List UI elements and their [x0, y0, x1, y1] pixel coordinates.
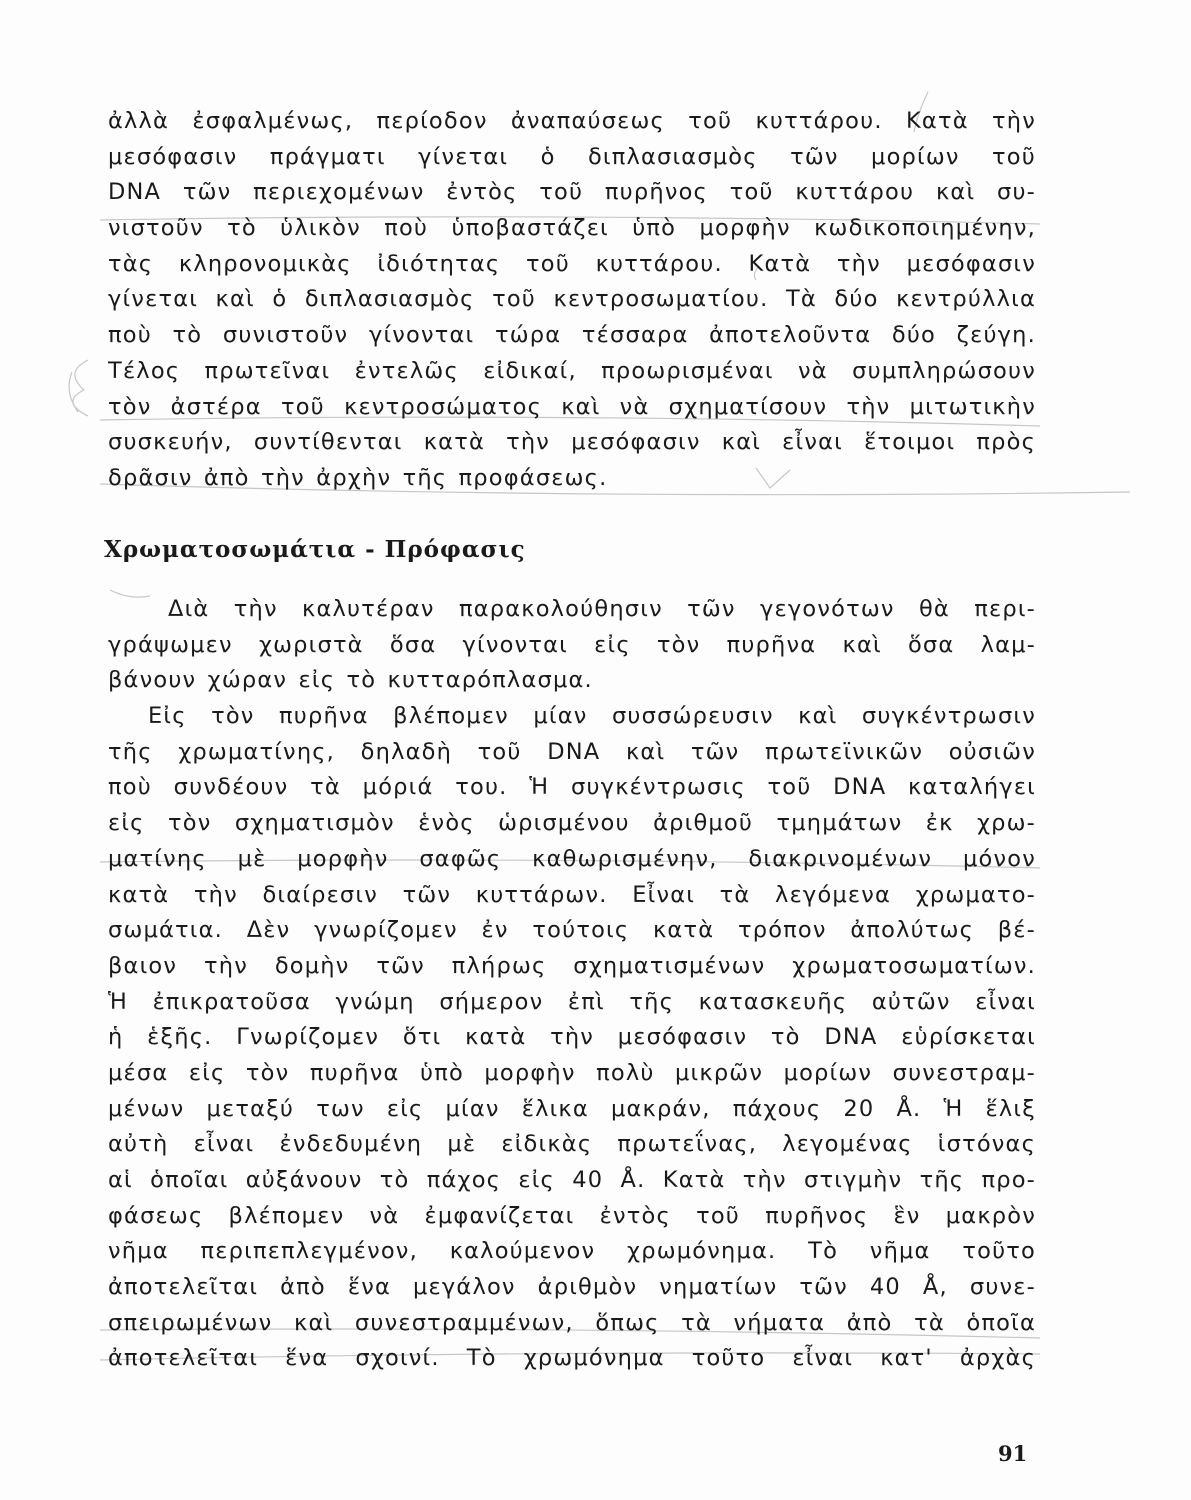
text-line: σωμάτια. Δὲν γνωρίζομεν ἐν τούτοις κατὰ τρόπον ἀπολύτως βέ- [108, 917, 1036, 944]
text-line: Διὰ τὴν καλυτέραν παρακολούθησιν τῶν γεγονότων θὰ περι- [168, 596, 1036, 622]
paragraph-1 [108, 104, 1036, 497]
text-line: μένων μεταξύ των εἰς μίαν ἕλικα μακράν, πάχους 20 Å. Ἡ ἕλιξ [108, 1095, 1036, 1122]
text-line: γράψωμεν χωριστὰ ὅσα γίνονται εἰς τὸν πυρῆνα καὶ ὅσα λαμ- [108, 631, 1036, 658]
text-line: εἰς τὸν σχηματισμὸν ἑνὸς ὡρισμένου ἀριθμοῦ τμημάτων ἐκ χρω- [108, 810, 1036, 837]
text-line: ποὺ συνδέουν τὰ μόριά του. Ἡ συγκέντρωσις τοῦ DNA καταλήγει [108, 774, 1036, 801]
text-line: βαιον τὴν δομὴν τῶν πλήρως σχηματισμένων χρωματοσωματίων. [108, 952, 1036, 979]
text-line: μεσόφασιν πράγματι γίνεται ὁ διπλασιασμὸς τῶν μορίων τοῦ [108, 143, 1036, 170]
text-line: μέσα εἰς τὸν πυρῆνα ὑπὸ μορφὴν πολὺ μικρῶν μορίων συνεστραμ- [108, 1059, 1036, 1086]
text-line: συσκευήν, συντίθενται κατὰ τὴν μεσόφασιν καὶ εἶναι ἕτοιμοι πρὸς [108, 429, 1036, 456]
paragraph-2 [108, 592, 1036, 1377]
text-line: νῆμα περιπεπλεγμένον, καλούμενον χρωμόνημα. Τὸ νῆμα τοῦτο [108, 1238, 1036, 1265]
text-line: νιστοῦν τὸ ὑλικὸν ποὺ ὑποβαστάζει ὑπὸ μορφὴν κωδικοποιημένην, [108, 215, 1036, 242]
text-line: βάνουν χώραν εἰς τὸ κυτταρόπλασμα. [108, 667, 593, 694]
text-line: ἀλλὰ ἐσφαλμένως, περίοδον ἀναπαύσεως τοῦ κυττάρου. Κατὰ τὴν [108, 108, 1036, 134]
text-line: Ἡ ἐπικρατοῦσα γνώμη σήμερον ἐπὶ τῆς κατασκευῆς αὐτῶν εἶναι [108, 988, 1036, 1015]
text-line: ματίνης μὲ μορφὴν σαφῶς καθωρισμένην, διακρινομένων μόνον [108, 845, 1036, 872]
text-line: Εἰς τὸν πυρῆνα βλέπομεν μίαν συσσώρευσιν καὶ συγκέντρωσιν [148, 703, 1036, 730]
text-line: ἡ ἑξῆς. Γνωρίζομεν ὅτι κατὰ τὴν μεσόφασιν τὸ DNA εὑρίσκεται [108, 1024, 1036, 1051]
text-line: κατὰ τὴν διαίρεσιν τῶν κυττάρων. Εἶναι τὰ λεγόμενα χρωματο- [108, 881, 1036, 908]
section-heading: Χρωματοσωμάτια - Πρόφασις [104, 536, 526, 563]
text-line: ποὺ τὸ συνιστοῦν γίνονται τώρα τέσσαρα ἀποτελοῦντα δύο ζεύγη. [108, 322, 1036, 349]
text-line: τὰς κληρονομικὰς ἰδιότητας τοῦ κυττάρου. Κατὰ τὴν μεσόφασιν [108, 250, 1036, 277]
text-line: αἱ ὁποῖαι αὐξάνουν τὸ πάχος εἰς 40 Å. Κατὰ τὴν στιγμὴν τῆς προ- [108, 1167, 1036, 1193]
text-line: DNA τῶν περιεχομένων ἐντὸς τοῦ πυρῆνος τοῦ κυττάρου καὶ συ- [108, 179, 1036, 206]
text-line: τὸν ἀστέρα τοῦ κεντροσώματος καὶ νὰ σχηματίσουν τὴν μιτωτικὴν [108, 393, 1036, 420]
text-line: Τέλος πρωτεῖναι ἐντελῶς εἰδικαί, προωρισμέναι νὰ συμπληρώσουν [108, 357, 1036, 384]
page-number: 91 [998, 1441, 1028, 1466]
text-line: δρᾶσιν ἀπὸ τὴν ἀρχὴν τῆς προφάσεως. [108, 464, 608, 491]
text-line: ἀποτελεῖται ἕνα σχοινί. Τὸ χρωμόνημα τοῦτο εἶναι κατ' ἀρχὰς [108, 1345, 1036, 1372]
text-line: γίνεται καὶ ὁ διπλασιασμὸς τοῦ κεντροσωματίου. Τὰ δύο κεντρύλλια [108, 286, 1036, 313]
text-line: ἀποτελεῖται ἀπὸ ἕνα μεγάλον ἀριθμὸν νηματίων τῶν 40 Å, συνε- [108, 1274, 1036, 1301]
text-line: φάσεως βλέπομεν νὰ ἐμφανίζεται ἐντὸς τοῦ πυρῆνος ἓν μακρὸν [108, 1202, 1036, 1229]
text-line: τῆς χρωματίνης, δηλαδὴ τοῦ DNA καὶ τῶν πρωτεϊνικῶν οὐσιῶν [108, 738, 1036, 765]
text-line: σπειρωμένων καὶ συνεστραμμένων, ὅπως τὰ νήματα ἀπὸ τὰ ὁποῖα [108, 1309, 1036, 1336]
text-line: αὐτὴ εἶναι ἐνδεδυμένη μὲ εἰδικὰς πρωτεΐνας, λεγομένας ἱστόνας [108, 1131, 1036, 1158]
